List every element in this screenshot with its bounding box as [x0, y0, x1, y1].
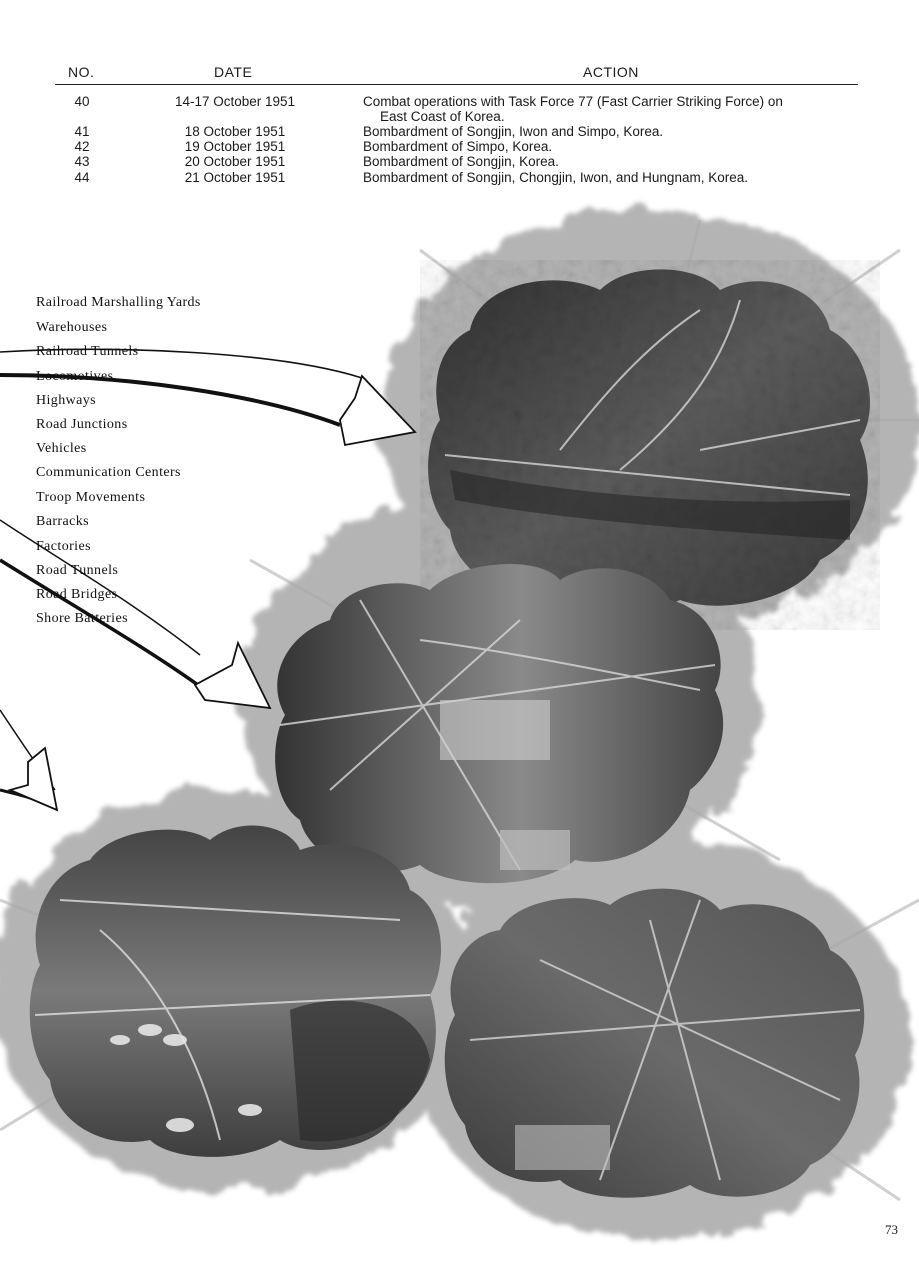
target-list-item: Railroad Marshalling Yards [36, 295, 201, 310]
table-row-no: 41 [74, 124, 90, 139]
table-row-date: 18 October 1951 [184, 124, 286, 139]
table-row-action: Bombardment of Songjin, Iwon and Simpo, Korea. [363, 124, 664, 139]
aerial-photo-bottom-right [445, 889, 864, 1198]
target-list-item: Road Tunnels [36, 563, 119, 578]
target-list-item: Barracks [36, 514, 89, 529]
table-row-date: 20 October 1951 [184, 154, 286, 169]
aerial-photo-bottom-left [30, 826, 441, 1157]
target-list-item: Road Junctions [36, 417, 128, 432]
target-list-item: Warehouses [36, 320, 108, 335]
column-header-action: ACTION [583, 64, 639, 80]
target-list-item: Locomotives [36, 369, 114, 384]
table-row-no: 43 [74, 154, 90, 169]
table-row-date: 19 October 1951 [184, 139, 286, 154]
table-row-action-continued: East Coast of Korea. [380, 109, 505, 124]
target-list-item: Communication Centers [36, 465, 181, 480]
table-row-action: Bombardment of Songjin, Korea. [363, 154, 559, 169]
target-list-item: Railroad Tunnels [36, 344, 139, 359]
target-list-item: Troop Movements [36, 490, 146, 505]
target-list-item: Factories [36, 539, 91, 554]
target-list-item: Highways [36, 393, 96, 408]
table-row-no: 42 [74, 139, 90, 154]
target-list-item: Vehicles [36, 441, 87, 456]
column-header-date: DATE [214, 64, 253, 80]
target-list-item: Road Bridges [36, 587, 118, 602]
table-row-date: 14-17 October 1951 [174, 94, 296, 109]
table-row-action: Combat operations with Task Force 77 (Fast Carrier Striking Force) on [363, 94, 783, 109]
table-row-no: 44 [74, 170, 90, 185]
column-header-no: NO. [68, 64, 95, 80]
table-row-action: Bombardment of Songjin, Chongjin, Iwon, and Hungnam, Korea. [363, 170, 748, 185]
page-number: 73 [885, 1222, 898, 1237]
aerial-photo-center [275, 564, 723, 883]
target-list-item: Shore Batteries [36, 611, 128, 626]
table-row-action: Bombardment of Simpo, Korea. [363, 139, 553, 154]
table-row-no: 40 [74, 94, 90, 109]
table-row-date: 21 October 1951 [184, 170, 286, 185]
